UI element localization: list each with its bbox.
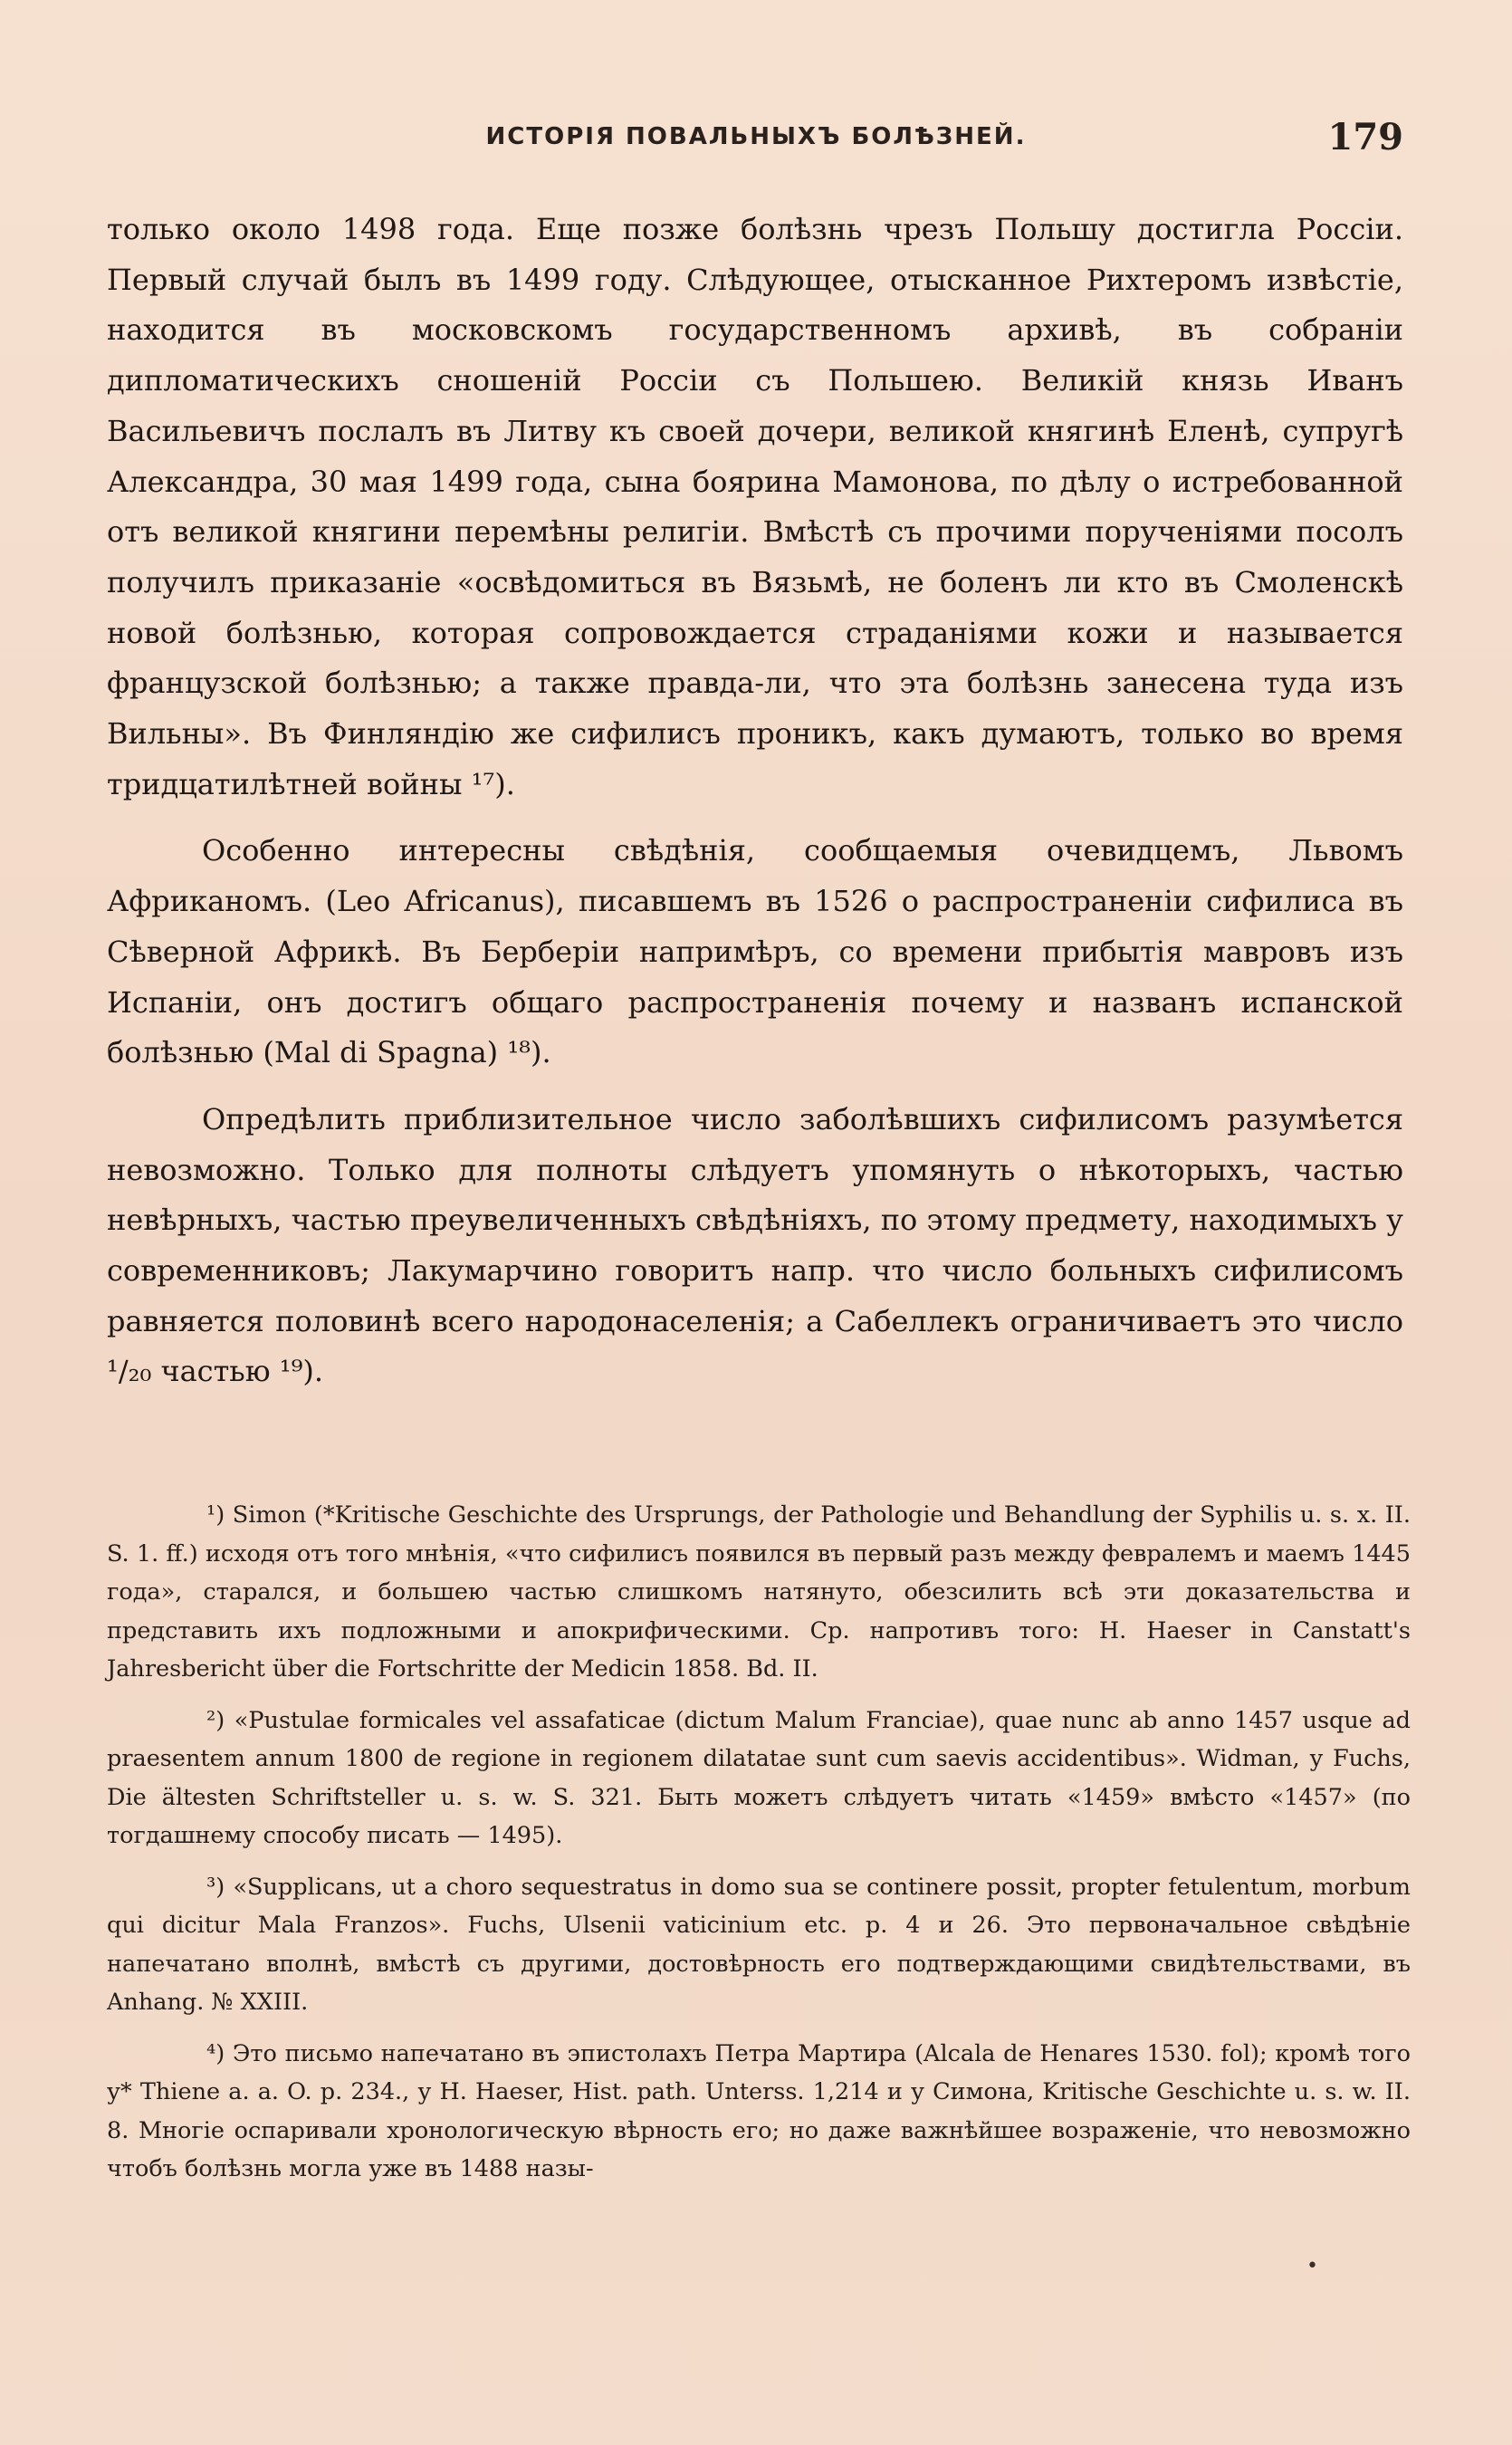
- paragraph-1: только около 1498 года. Еще позже болѣзнь чрезъ Польшу достигла Россіи. Первый случай былъ въ 1499 году. Слѣдующее, отысканное Рихтеромъ извѣстіе, находится въ московскомъ государственномъ архивѣ, въ собраніи дипломатическихъ сношеній Россіи съ Польшею. Великій князь Иванъ Васильевичъ послалъ въ Литву къ своей дочери, великой княгинѣ Еленѣ, супругѣ Александра, 30 мая 1499 года, сына боярина Мамонова, по дѣлу о истребованной отъ великой княгини перемѣны религіи. Вмѣстѣ съ прочими порученіями посолъ получилъ приказаніе «освѣдомиться въ Вязьмѣ, не боленъ ли кто въ Смоленскѣ новой болѣзнью, которая сопровождается страданіями кожи и называется французской болѣзнью; а также правда-ли, что эта болѣзнь занесена туда изъ Вильны». Въ Финляндію же сифилисъ проникъ, какъ думаютъ, только во время тридцатилѣтней войны ¹⁷).: [107, 212, 1403, 801]
- footnotes: [107, 1496, 1411, 2189]
- page-number: 179: [1327, 116, 1403, 158]
- paragraph-2: Особенно интересны свѣдѣнія, сообщаемыя очевидцемъ, Львомъ Африканомъ. (Leo Africanus), писавшемъ въ 1526 о распространеніи сифилиса въ Сѣверной Африкѣ. Въ Берберіи напримѣръ, со времени прибытія мавровъ изъ Испаніи, онъ достигъ общаго распространенія почему и названъ испанской болѣзнью (Mal di Spagna) ¹⁸).: [107, 833, 1403, 1070]
- footnote-2: ²) «Pustulae formicales vel assafaticae (dictum Malum Franciae), quae nunc ab anno 1457 usque ad praesentem annum 1800 de regione in regionem dilatatae sunt cum saevis accidentibus». Widman, у Fuchs, Die ältesten Schriftsteller u. s. w. S. 321. Быть можетъ слѣдуетъ читать «1459» вмѣсто «1457» (по тогдашнему способу писать — 1495).: [107, 1706, 1411, 1849]
- running-title: ИСТОРІЯ ПОВАЛЬНЫХЪ БОЛѢЗНЕЙ.: [485, 123, 1027, 150]
- page-header: [109, 116, 1403, 161]
- footnote-1: ¹) Simon (*Kritische Geschichte des Ursprungs, der Pathologie und Behandlung der Syphilis u. s. x. II. S. 1. ff.) исходя отъ того мнѣнія, «что сифилисъ появился въ первый разъ между февралемъ и маемъ 1445 года», старался, и большею частью слишкомъ натянуто, обезсилить всѣ эти доказательства и представить ихъ подложными и апокрифическими. Ср. напротивъ того: H. Haeser in Canstatt's Jahresbericht über die Fortschritte der Medicin 1858. Bd. II.: [107, 1501, 1411, 1683]
- footnote-4: ⁴) Это письмо напечатано въ эпистолахъ Петра Мартира (Alcala de Henares 1530. fol); кромѣ того у* Thiene a. a. O. p. 234., у H. Haeser, Hist. path. Unterss. 1,214 и у Симона, Kritische Geschichte u. s. w. II. 8. Многіе оспаривали хронологическую вѣрность его; но даже важнѣйшее возраженіе, что невозможно чтобъ болѣзнь могла уже въ 1488 назы-: [107, 2039, 1411, 2182]
- main-text: [107, 205, 1403, 1397]
- footnote-3: ³) «Supplicans, ut a choro sequestratus in domo sua se continere possit, propter fetulentum, morbum qui dicitur Mala Franzos». Fuchs, Ulsenii vaticinium etc. p. 4 и 26. Это первоначальное свѣдѣніе напечатано вполнѣ, вмѣстѣ съ другими, достовѣрность его подтверждающими свидѣтельствами, въ Anhang. № XXIII.: [107, 1873, 1411, 2016]
- printer-mark: •: [1306, 2255, 1318, 2277]
- paragraph-3: Опредѣлить приблизительное число заболѣвшихъ сифилисомъ разумѣется невозможно. Только для полноты слѣдуетъ упомянуть о нѣкоторыхъ, частью невѣрныхъ, частью преувеличенныхъ свѣдѣніяхъ, по этому предмету, находимыхъ у современниковъ; Лакумарчино говоритъ напр. что число больныхъ сифилисомъ равняется половинѣ всего народонаселенія; а Сабеллекъ ограничиваетъ это число ¹/₂₀ частью ¹⁹).: [107, 1101, 1403, 1389]
